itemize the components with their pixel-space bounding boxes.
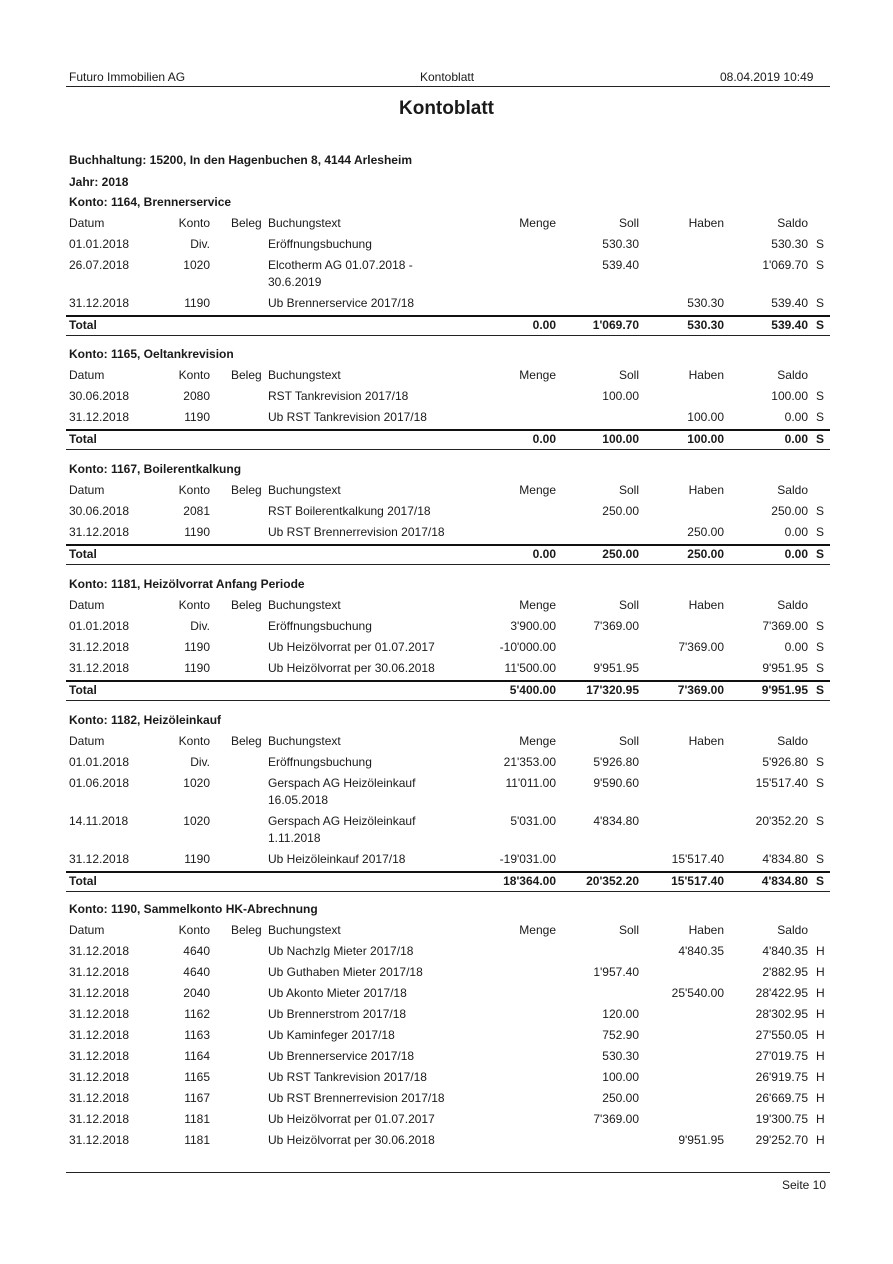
row-soll: 530.30 [602,1049,639,1063]
column-header-text: Buchungstext [268,216,341,230]
row-soll: 539.40 [602,258,639,272]
row-text: RST Boilerentkalkung 2017/18 [268,504,431,518]
row-soll: 250.00 [602,1091,639,1105]
total-saldo: 4'834.80 [761,874,808,888]
row-konto: 1190 [184,852,210,866]
total-rule [66,680,830,682]
row-soll: 5'926.80 [593,755,639,769]
row-datum: 01.01.2018 [69,237,130,251]
row-datum: 31.12.2018 [69,640,130,654]
row-saldo-flag: H [816,1070,825,1084]
column-header-konto: Konto [178,598,210,612]
row-saldo-flag: H [816,1049,825,1063]
account-title: Konto: 1164, Brennerservice [69,195,232,209]
column-header-datum: Datum [69,368,105,382]
total-haben: 530.30 [687,318,724,332]
row-soll: 9'590.60 [593,776,639,790]
column-header-konto: Konto [178,368,210,382]
row-saldo-flag: S [816,525,825,539]
row-datum: 14.11.2018 [69,814,129,828]
row-saldo-flag: S [816,258,825,272]
row-text: Eröffnungsbuchung [268,237,372,251]
row-saldo: 9'951.95 [762,661,808,675]
row-haben: 9'951.95 [678,1133,724,1147]
row-datum: 31.12.2018 [69,1091,130,1105]
total-underline [66,700,830,701]
column-header-soll: Soll [618,216,639,230]
row-datum: 30.06.2018 [69,389,130,403]
row-datum: 31.12.2018 [69,944,130,958]
column-header-haben: Haben [688,734,724,748]
header-doc-name: Kontoblatt [420,70,475,84]
page-number: Seite 10 [782,1178,827,1192]
account-title: Konto: 1181, Heizölvorrat Anfang Periode [69,577,305,591]
row-datum: 31.12.2018 [69,965,130,979]
total-flag: S [816,432,825,446]
row-saldo: 4'834.80 [762,852,808,866]
row-saldo-flag: S [816,296,825,310]
account-title: Konto: 1190, Sammelkonto HK-Abrechnung [69,902,318,916]
row-konto: 4640 [183,965,210,979]
row-haben: 15'517.40 [671,852,724,866]
row-soll: 530.30 [602,237,639,251]
total-saldo: 0.00 [784,432,808,446]
row-text: Ub Brennerservice 2017/18 [268,1049,415,1063]
total-flag: S [816,874,825,888]
total-menge: 0.00 [532,432,556,446]
row-saldo-flag: S [816,755,825,769]
row-datum: 31.12.2018 [69,1112,130,1126]
row-soll: 250.00 [602,504,639,518]
row-konto: 1163 [184,1028,210,1042]
row-menge: 11'500.00 [504,661,556,675]
row-konto: 1181 [184,1133,210,1147]
column-header-soll: Soll [618,598,639,612]
row-konto: Div. [190,619,210,633]
row-text: Ub Heizölvorrat per 30.06.2018 [268,1133,435,1147]
row-konto: 1181 [184,1112,210,1126]
column-header-soll: Soll [618,483,639,497]
row-datum: 31.12.2018 [69,1007,130,1021]
jahr-label: Jahr: 2018 [69,175,129,189]
row-text: 16.05.2018 [268,793,329,807]
column-header-menge: Menge [519,368,556,382]
column-header-text: Buchungstext [268,923,341,937]
row-text: Gerspach AG Heizöleinkauf [268,776,416,790]
column-header-haben: Haben [688,923,724,937]
row-saldo-flag: H [816,1007,825,1021]
total-soll: 100.00 [602,432,639,446]
row-saldo: 28'302.95 [755,1007,808,1021]
company-name: Futuro Immobilien AG [69,70,186,84]
row-soll: 752.90 [602,1028,639,1042]
column-header-beleg: Beleg [231,483,262,497]
row-konto: 2081 [183,504,210,518]
total-flag: S [816,318,825,332]
row-saldo: 4'840.35 [762,944,808,958]
total-soll: 20'352.20 [586,874,639,888]
column-header-konto: Konto [178,734,210,748]
total-menge: 18'364.00 [503,874,556,888]
total-label: Total [69,874,97,888]
row-text: Ub Heizölvorrat per 01.07.2017 [268,1112,435,1126]
row-datum: 31.12.2018 [69,1070,130,1084]
row-saldo-flag: S [816,619,825,633]
column-header-datum: Datum [69,923,105,937]
row-soll: 9'951.95 [593,661,639,675]
row-text: 30.6.2019 [268,275,322,289]
row-text: Ub RST Brennerrevision 2017/18 [268,525,445,539]
column-header-beleg: Beleg [231,216,262,230]
row-haben: 25'540.00 [671,986,724,1000]
page-title: Kontoblatt [399,98,494,119]
header-rule [66,86,830,87]
row-text: Ub RST Tankrevision 2017/18 [268,410,427,424]
row-text: Eröffnungsbuchung [268,619,372,633]
column-header-soll: Soll [618,368,639,382]
row-text: Ub Brennerservice 2017/18 [268,296,415,310]
row-soll: 100.00 [602,389,639,403]
column-header-text: Buchungstext [268,483,341,497]
row-menge: -19'031.00 [499,852,556,866]
column-header-haben: Haben [688,483,724,497]
row-soll: 7'369.00 [593,1112,639,1126]
column-header-text: Buchungstext [268,734,341,748]
row-saldo: 0.00 [784,410,808,424]
row-text: Elcotherm AG 01.07.2018 - [268,258,413,272]
row-datum: 31.12.2018 [69,1133,130,1147]
row-text: Ub Heizöleinkauf 2017/18 [268,852,406,866]
row-menge: 5'031.00 [510,814,556,828]
row-saldo: 29'252.70 [755,1133,808,1147]
column-header-beleg: Beleg [231,923,262,937]
column-header-saldo: Saldo [777,216,808,230]
total-saldo: 539.40 [771,318,808,332]
row-text: Gerspach AG Heizöleinkauf [268,814,416,828]
row-text: 1.11.2018 [268,831,321,845]
row-saldo-flag: H [816,1091,825,1105]
row-saldo: 27'019.75 [755,1049,808,1063]
row-datum: 01.06.2018 [69,776,130,790]
total-saldo: 9'951.95 [761,683,808,697]
column-header-datum: Datum [69,598,105,612]
row-saldo-flag: S [816,410,825,424]
row-konto: Div. [190,237,210,251]
row-saldo-flag: S [816,640,825,654]
row-haben: 530.30 [687,296,724,310]
column-header-konto: Konto [178,216,210,230]
total-underline [66,449,830,450]
account-title: Konto: 1167, Boilerentkalkung [69,462,242,476]
column-header-saldo: Saldo [777,598,808,612]
total-underline [66,335,830,336]
column-header-menge: Menge [519,734,556,748]
row-datum: 01.01.2018 [69,619,130,633]
row-konto: 1190 [184,525,210,539]
row-menge: -10'000.00 [499,640,556,654]
row-saldo-flag: H [816,965,825,979]
total-haben: 15'517.40 [671,874,724,888]
row-soll: 120.00 [602,1007,639,1021]
row-konto: 1190 [184,661,210,675]
column-header-beleg: Beleg [231,368,262,382]
row-saldo-flag: S [816,237,825,251]
row-haben: 250.00 [687,525,724,539]
row-text: Eröffnungsbuchung [268,755,372,769]
row-konto: 2080 [183,389,210,403]
row-menge: 3'900.00 [510,619,556,633]
row-saldo: 28'422.95 [755,986,808,1000]
total-soll: 250.00 [602,547,639,561]
row-konto: 1190 [184,296,210,310]
row-konto: 1167 [184,1091,210,1105]
row-datum: 31.12.2018 [69,852,130,866]
total-haben: 250.00 [687,547,724,561]
column-header-soll: Soll [618,923,639,937]
total-haben: 7'369.00 [677,683,724,697]
account-title: Konto: 1182, Heizöleinkauf [69,713,222,727]
total-label: Total [69,683,97,697]
row-saldo: 1'069.70 [762,258,808,272]
total-label: Total [69,318,97,332]
footer-rule [66,1172,830,1173]
row-saldo-flag: S [816,814,825,828]
total-label: Total [69,547,97,561]
row-konto: 1162 [184,1007,210,1021]
column-header-konto: Konto [178,923,210,937]
row-saldo: 26'669.75 [755,1091,808,1105]
total-haben: 100.00 [687,432,724,446]
total-underline [66,564,830,565]
row-saldo-flag: S [816,389,825,403]
total-soll: 17'320.95 [586,683,639,697]
row-saldo-flag: H [816,1112,825,1126]
row-soll: 4'834.80 [593,814,639,828]
row-saldo-flag: H [816,1028,825,1042]
row-datum: 31.12.2018 [69,525,130,539]
total-flag: S [816,683,825,697]
row-text: Ub Heizölvorrat per 30.06.2018 [268,661,435,675]
row-konto: 1020 [183,776,210,790]
total-menge: 0.00 [532,547,556,561]
buchhaltung-label: Buchhaltung: 15200, In den Hagenbuchen 8, 4144 Arlesheim [69,153,412,167]
column-header-menge: Menge [519,216,556,230]
row-datum: 01.01.2018 [69,755,130,769]
column-header-haben: Haben [688,598,724,612]
total-rule [66,429,830,431]
row-text: Ub RST Brennerrevision 2017/18 [268,1091,445,1105]
row-menge: 11'011.00 [505,776,556,790]
total-saldo: 0.00 [784,547,808,561]
column-header-datum: Datum [69,216,105,230]
column-header-menge: Menge [519,483,556,497]
column-header-text: Buchungstext [268,368,341,382]
row-saldo-flag: S [816,661,825,675]
total-soll: 1'069.70 [592,318,639,332]
row-saldo-flag: S [816,504,825,518]
column-header-datum: Datum [69,483,105,497]
total-menge: 0.00 [532,318,556,332]
row-saldo: 539.40 [771,296,808,310]
row-datum: 31.12.2018 [69,986,130,1000]
row-konto: 1020 [183,258,210,272]
row-saldo: 100.00 [771,389,808,403]
row-saldo: 20'352.20 [755,814,808,828]
row-text: Ub Akonto Mieter 2017/18 [268,986,407,1000]
row-saldo-flag: H [816,944,825,958]
column-header-haben: Haben [688,216,724,230]
row-haben: 4'840.35 [678,944,724,958]
row-saldo-flag: H [816,986,825,1000]
row-saldo: 250.00 [771,504,808,518]
row-konto: Div. [190,755,210,769]
column-header-menge: Menge [519,923,556,937]
row-soll: 100.00 [602,1070,639,1084]
column-header-beleg: Beleg [231,598,262,612]
column-header-saldo: Saldo [777,734,808,748]
row-datum: 31.12.2018 [69,1049,130,1063]
total-underline [66,891,830,892]
row-datum: 31.12.2018 [69,661,130,675]
column-header-soll: Soll [618,734,639,748]
row-datum: 30.06.2018 [69,504,130,518]
row-saldo: 2'882.95 [762,965,808,979]
row-datum: 26.07.2018 [69,258,130,272]
total-label: Total [69,432,97,446]
column-header-haben: Haben [688,368,724,382]
total-menge: 5'400.00 [509,683,556,697]
total-rule [66,315,830,317]
column-header-saldo: Saldo [777,923,808,937]
row-saldo: 27'550.05 [755,1028,808,1042]
row-text: Ub Nachzlg Mieter 2017/18 [268,944,414,958]
row-saldo: 5'926.80 [762,755,808,769]
total-rule [66,871,830,873]
row-saldo: 0.00 [784,525,808,539]
column-header-datum: Datum [69,734,105,748]
row-saldo-flag: S [816,852,825,866]
column-header-saldo: Saldo [777,368,808,382]
column-header-konto: Konto [178,483,210,497]
row-konto: 1020 [183,814,210,828]
row-text: RST Tankrevision 2017/18 [268,389,409,403]
header-datetime: 08.04.2019 10:49 [720,70,814,84]
row-konto: 1164 [184,1049,210,1063]
row-saldo: 19'300.75 [755,1112,808,1126]
row-haben: 100.00 [687,410,724,424]
row-saldo: 26'919.75 [755,1070,808,1084]
row-haben: 7'369.00 [678,640,724,654]
row-datum: 31.12.2018 [69,296,130,310]
total-flag: S [816,547,825,561]
row-saldo: 15'517.40 [755,776,808,790]
row-text: Ub Guthaben Mieter 2017/18 [268,965,423,979]
column-header-beleg: Beleg [231,734,262,748]
row-menge: 21'353.00 [503,755,556,769]
row-konto: 1190 [184,640,210,654]
column-header-text: Buchungstext [268,598,341,612]
row-saldo: 530.30 [771,237,808,251]
row-konto: 4640 [183,944,210,958]
row-soll: 1'957.40 [593,965,639,979]
row-saldo-flag: H [816,1133,825,1147]
row-text: Ub RST Tankrevision 2017/18 [268,1070,427,1084]
column-header-menge: Menge [519,598,556,612]
row-saldo: 7'369.00 [762,619,808,633]
account-title: Konto: 1165, Oeltankrevision [69,347,234,361]
row-text: Ub Heizölvorrat per 01.07.2017 [268,640,435,654]
row-konto: 1165 [184,1070,210,1084]
column-header-saldo: Saldo [777,483,808,497]
row-konto: 2040 [183,986,210,1000]
row-datum: 31.12.2018 [69,410,130,424]
row-soll: 7'369.00 [593,619,639,633]
total-rule [66,544,830,546]
row-konto: 1190 [184,410,210,424]
row-text: Ub Kaminfeger 2017/18 [268,1028,395,1042]
row-saldo: 0.00 [784,640,808,654]
row-datum: 31.12.2018 [69,1028,130,1042]
row-saldo-flag: S [816,776,825,790]
row-text: Ub Brennerstrom 2017/18 [268,1007,407,1021]
